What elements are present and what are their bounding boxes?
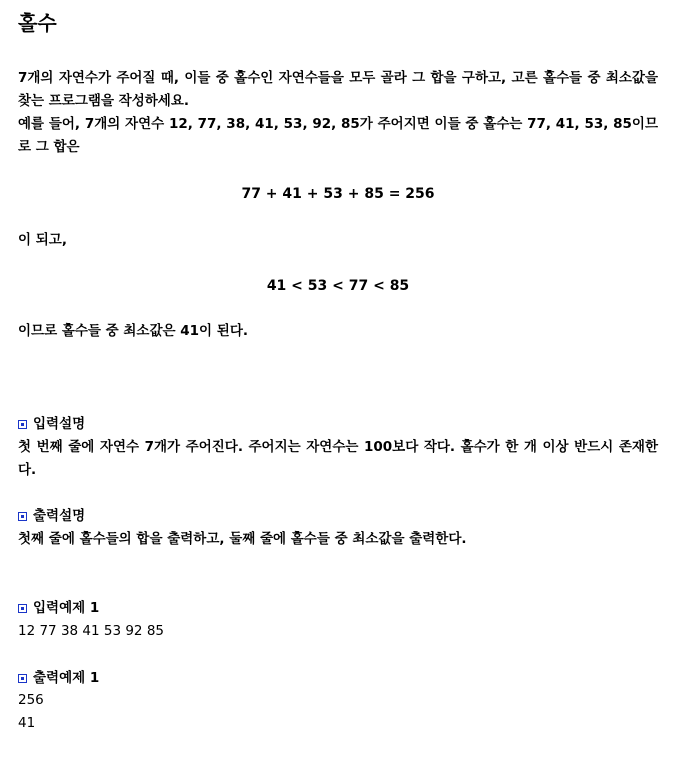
- sum-equation: 77 + 41 + 53 + 85 = 256: [241, 186, 435, 202]
- output-example-line: 41: [18, 715, 36, 731]
- output-example-title: 출력예제 1: [33, 670, 100, 686]
- inequality-line: 41 < 53 < 77 < 85: [266, 278, 410, 294]
- page-title: 홀수: [18, 11, 57, 35]
- input-example-title: 입력예제 1: [33, 600, 100, 616]
- output-example-line: 256: [18, 692, 44, 708]
- output-description-heading: [18, 506, 85, 526]
- square-bullet-icon: [18, 512, 27, 521]
- output-description-text: 첫째 줄에 홀수들의 합을 출력하고, 둘째 줄에 홀수들 중 최소값을 출력한다.: [18, 531, 467, 547]
- input-example-heading: [18, 598, 99, 618]
- square-bullet-icon: [18, 604, 27, 613]
- input-description-text: 첫 번째 줄에 자연수 7개가 주어진다. 주어지는 자연수는 100보다 작다. 홀수가 한 개 이상 반드시 존재한다.: [18, 439, 658, 478]
- description-paragraph-4: 이므로 홀수들 중 최소값은 41이 된다.: [18, 323, 248, 339]
- square-bullet-icon: [18, 674, 27, 683]
- input-description-title: 입력설명: [33, 416, 86, 432]
- input-description-heading: [18, 414, 85, 434]
- output-description-title: 출력설명: [33, 508, 86, 524]
- square-bullet-icon: [18, 420, 27, 429]
- input-example-line: 12 77 38 41 53 92 85: [18, 623, 164, 639]
- output-example-heading: [18, 668, 99, 688]
- description-paragraph-2: 예를 들어, 7개의 자연수 12, 77, 38, 41, 53, 92, 85가 주어지면 이들 중 홀수는 77, 41, 53, 85이므로 그 합은: [18, 116, 658, 155]
- description-paragraph-1: 7개의 자연수가 주어질 때, 이들 중 홀수인 자연수들을 모두 골라 그 합을 구하고, 고른 홀수들 중 최소값을 찾는 프로그램을 작성하세요.: [18, 70, 658, 109]
- description-paragraph-3: 이 되고,: [18, 232, 67, 248]
